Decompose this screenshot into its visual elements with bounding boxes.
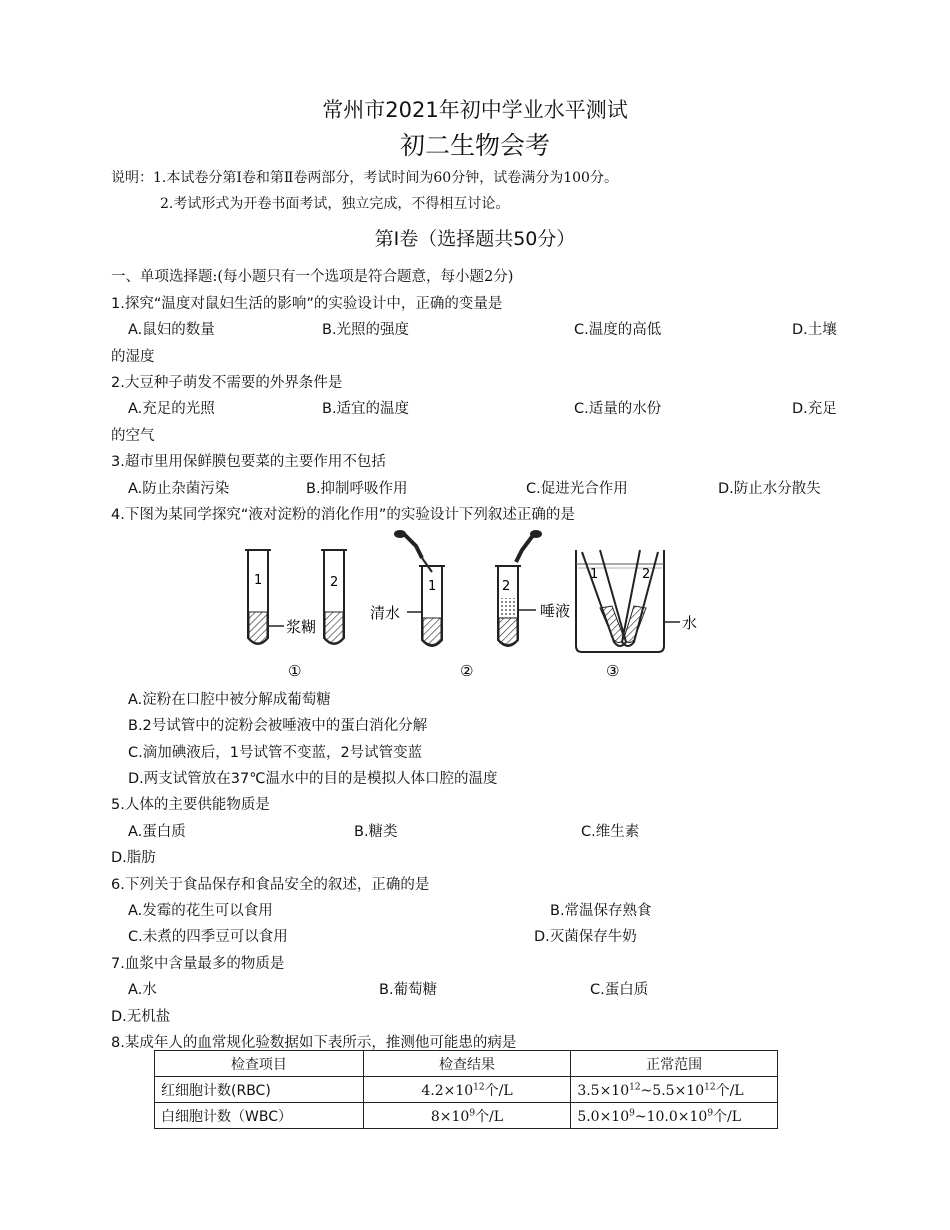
question-5-stem: 5.人体的主要供能物质是 [111,797,270,813]
instructions: 一、单项选择题:(每小题只有一个选项是符合题意，每小题2分) [111,269,514,285]
water-label: 清水 [370,604,401,622]
row-wbc-range: $5.0\times 10^9\sim 10.0\times 10^9$个/L [571,1103,778,1129]
header-result: 检查结果 [363,1051,571,1077]
exam-note-2: 2.考试形式为开卷书面考试，独立完成，不得相互讨论。 [160,196,510,212]
blood-test-table [154,1050,778,1129]
question-4-stem: 4.下图为某同学探究“液对淀粉的消化作用”的实验设计下列叙述正确的是 [111,507,575,523]
table-row [155,1103,778,1129]
question-3-option-d: D.防止水分散失 [718,481,821,497]
question-1-option-c: C.温度的高低 [574,322,662,338]
step-2-marker: ② [460,662,474,680]
row-rbc-range: $3.5\times 10^{12}\sim 5.5\times 10^{12}$个/L [571,1077,778,1103]
exam-note-1: 说明：1.本试卷分第Ⅰ卷和第Ⅱ卷两部分，考试时间为60分钟，试卷满分为100分。 [111,170,618,186]
question-6-option-a: A.发霉的花生可以食用 [128,903,273,919]
header-range: 正常范围 [571,1051,778,1077]
question-6-stem: 6.下列关于食品保存和食品安全的叙述，正确的是 [111,877,430,893]
paste-label: 浆糊 [286,618,317,636]
step-3-marker: ③ [606,662,620,680]
question-4-option-b: B.2号试管中的淀粉会被唾液中的蛋白消化分解 [128,718,428,734]
question-2-option-a: A.充足的光照 [128,401,215,417]
question-1-option-d-continued: 的湿度 [111,349,155,365]
step-1-tubes [245,550,347,644]
question-2-option-d: D.充足 [792,401,837,417]
question-3-stem: 3.超市里用保鲜膜包要菜的主要作用不包括 [111,454,386,470]
question-2-option-d-continued: 的空气 [111,428,155,444]
question-4-option-a: A.淀粉在口腔中被分解成葡萄糖 [128,692,331,708]
question-4-option-d: D.两支试管放在37℃温水中的目的是模拟人体口腔的温度 [128,771,498,787]
exam-subtitle: 初二生物会考 [399,131,550,160]
step-1-marker: ① [288,662,302,680]
question-8-stem: 8.某成年人的血常规化验数据如下表所示，推测他可能患的病是 [111,1035,517,1051]
row-rbc-result: $4.2\times 10^{12}$个/L [363,1077,571,1103]
step-3-water-bath [576,550,697,652]
question-6-option-c: C.未煮的四季豆可以食用 [128,929,288,945]
table-header-row [155,1051,778,1077]
tube-1-number-step3: 1 [590,567,599,582]
row-wbc-result: $8\times 10^9$个/L [363,1103,571,1129]
question-3-option-b: B.抑制呼吸作用 [306,481,408,497]
question-2-stem: 2.大豆种子萌发不需要的外界条件是 [111,375,343,391]
question-7-stem: 7.血浆中含量最多的物质是 [111,956,285,972]
tube-1-number: 1 [254,573,263,588]
row-rbc-item: 红细胞计数(RBC) [155,1077,364,1103]
question-7-option-d: D.无机盐 [111,1009,171,1025]
section-title: 第Ⅰ卷（选择题共50分） [374,228,576,250]
question-2-option-b: B.适宜的温度 [322,401,410,417]
question-5-option-b: B.糖类 [354,824,398,840]
question-1-option-a: A.鼠妇的数量 [128,322,215,338]
question-5-option-c: C.维生素 [581,824,640,840]
question-6-option-b: B.常温保存熟食 [550,903,652,919]
question-6-option-d: D.灭菌保存牛奶 [534,929,637,945]
question-5-option-d: D.脂肪 [111,850,156,866]
step-2-tubes [370,530,570,646]
question-4-option-c: C.滴加碘液后，1号试管不变蓝，2号试管变蓝 [128,745,423,761]
question-2-option-c: C.适量的水份 [574,401,662,417]
row-wbc-item: 白细胞计数（WBC） [155,1103,364,1129]
saliva-label: 唾液 [540,602,571,620]
table-row [155,1077,778,1103]
question-5-option-a: A.蛋白质 [128,824,186,840]
question-1-option-d: D.土壤 [792,322,837,338]
tube-2-number-step3: 2 [642,567,651,582]
question-3-option-c: C.促进光合作用 [526,481,628,497]
question-7-option-a: A.水 [128,982,157,998]
question-1-stem: 1.探究“温度对鼠妇生活的影响”的实验设计中，正确的变量是 [111,296,503,312]
bath-water-label: 水 [682,614,698,632]
tube-1-number-step2: 1 [428,579,437,594]
tube-2-number: 2 [330,575,339,590]
question-3-option-a: A.防止杂菌污染 [128,481,230,497]
tube-2-number-step2: 2 [502,579,511,594]
header-item: 检查项目 [155,1051,364,1077]
question-7-option-b: B.葡萄糖 [379,982,438,998]
question-7-option-c: C.蛋白质 [590,982,649,998]
exam-title: 常州市2021年初中学业水平测试 [322,98,628,122]
saliva-experiment-figure [240,528,710,688]
question-1-option-b: B.光照的强度 [322,322,410,338]
